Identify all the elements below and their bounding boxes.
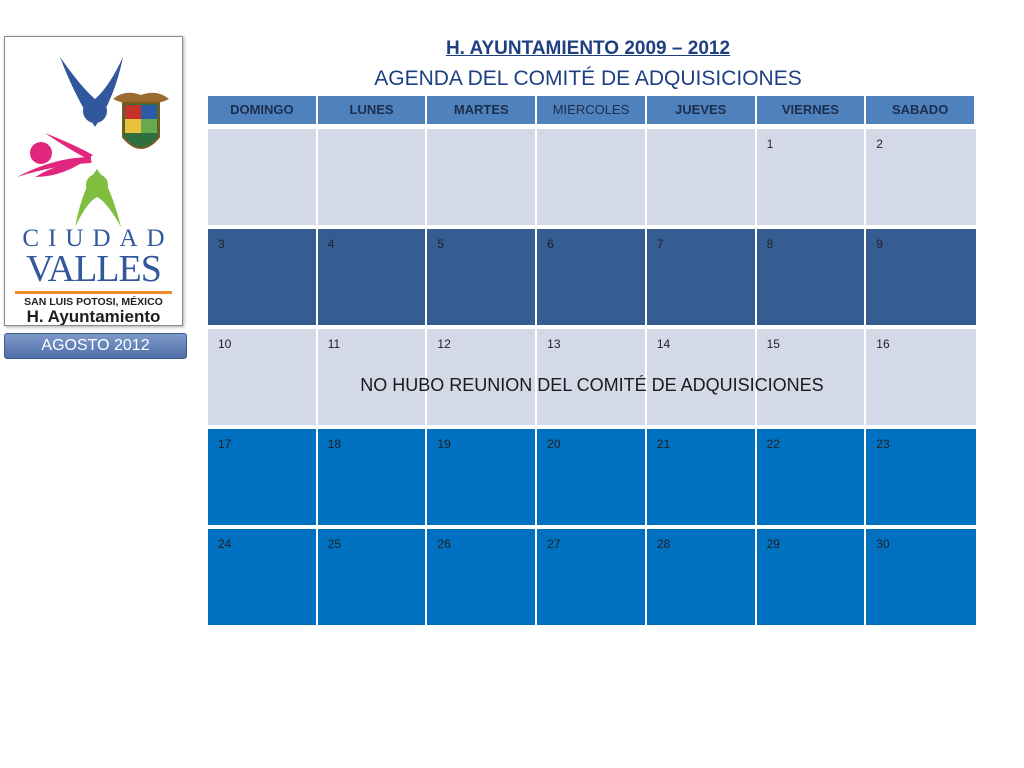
day-cell: 26 bbox=[427, 529, 537, 625]
calendar-week bbox=[208, 529, 976, 625]
no-meeting-notice: NO HUBO REUNION DEL COMITÉ DE ADQUISICIONES bbox=[360, 375, 824, 395]
day-cell: 29 bbox=[757, 529, 867, 625]
day-cell: 21 bbox=[647, 429, 757, 525]
logo-city-word-2: VALLES bbox=[26, 248, 161, 290]
logo-org-name: H. Ayuntamiento bbox=[26, 307, 161, 326]
day-cell: 18 bbox=[318, 429, 428, 525]
day-cell bbox=[647, 129, 757, 225]
logo-subtitle: SAN LUIS POTOSI, MÉXICO bbox=[24, 296, 163, 308]
day-cell: 1 bbox=[757, 129, 867, 225]
day-cell: 24 bbox=[208, 529, 318, 625]
day-cell: 4 bbox=[318, 229, 428, 325]
day-cell bbox=[208, 129, 318, 225]
day-cell bbox=[427, 129, 537, 225]
day-cell: 22 bbox=[757, 429, 867, 525]
weekday-header: VIERNES bbox=[757, 96, 867, 124]
day-cell: 11 bbox=[318, 329, 428, 425]
day-cell: 25 bbox=[318, 529, 428, 625]
weekday-header: JUEVES bbox=[647, 96, 757, 124]
day-cell: 2 bbox=[866, 129, 976, 225]
day-cell: 20 bbox=[537, 429, 647, 525]
day-cell: 12 bbox=[427, 329, 537, 425]
day-cell: 5 bbox=[427, 229, 537, 325]
day-cell: 9 bbox=[866, 229, 976, 325]
day-cell bbox=[318, 129, 428, 225]
weekday-header: DOMINGO bbox=[208, 96, 318, 124]
logo-city-word-1: CIUDAD bbox=[22, 225, 174, 252]
day-cell: 10 bbox=[208, 329, 318, 425]
day-cell: 27 bbox=[537, 529, 647, 625]
day-cell: 7 bbox=[647, 229, 757, 325]
coat-of-arms-icon bbox=[113, 93, 169, 148]
calendar-week bbox=[208, 429, 976, 525]
city-logo bbox=[4, 36, 183, 326]
logo-years bbox=[5, 325, 182, 326]
weekday-header: LUNES bbox=[318, 96, 428, 124]
day-cell: 3 bbox=[208, 229, 318, 325]
weekday-header: MIERCOLES bbox=[537, 96, 647, 124]
day-cell: 14 bbox=[647, 329, 757, 425]
page-subtitle: AGENDA DEL COMITÉ DE ADQUISICIONES bbox=[374, 67, 802, 90]
day-cell: 17 bbox=[208, 429, 318, 525]
month-badge: AGOSTO 2012 bbox=[4, 333, 187, 359]
day-cell: 13 bbox=[537, 329, 647, 425]
day-cell: 6 bbox=[537, 229, 647, 325]
weekday-header: SABADO bbox=[866, 96, 976, 124]
logo-divider bbox=[15, 291, 172, 294]
day-cell: 16 bbox=[866, 329, 976, 425]
day-cell: 28 bbox=[647, 529, 757, 625]
day-cell: 15 bbox=[757, 329, 867, 425]
day-cell: 30 bbox=[866, 529, 976, 625]
calendar-grid bbox=[208, 96, 976, 625]
day-cell bbox=[537, 129, 647, 225]
day-cell: 8 bbox=[757, 229, 867, 325]
calendar-week bbox=[208, 229, 976, 325]
day-cell: 23 bbox=[866, 429, 976, 525]
calendar-week bbox=[208, 129, 976, 225]
weekday-header: MARTES bbox=[427, 96, 537, 124]
day-cell: 19 bbox=[427, 429, 537, 525]
calendar-week bbox=[208, 329, 976, 425]
page-title: H. AYUNTAMIENTO 2009 – 2012 bbox=[445, 38, 731, 59]
logo-figures-icon bbox=[5, 37, 182, 227]
